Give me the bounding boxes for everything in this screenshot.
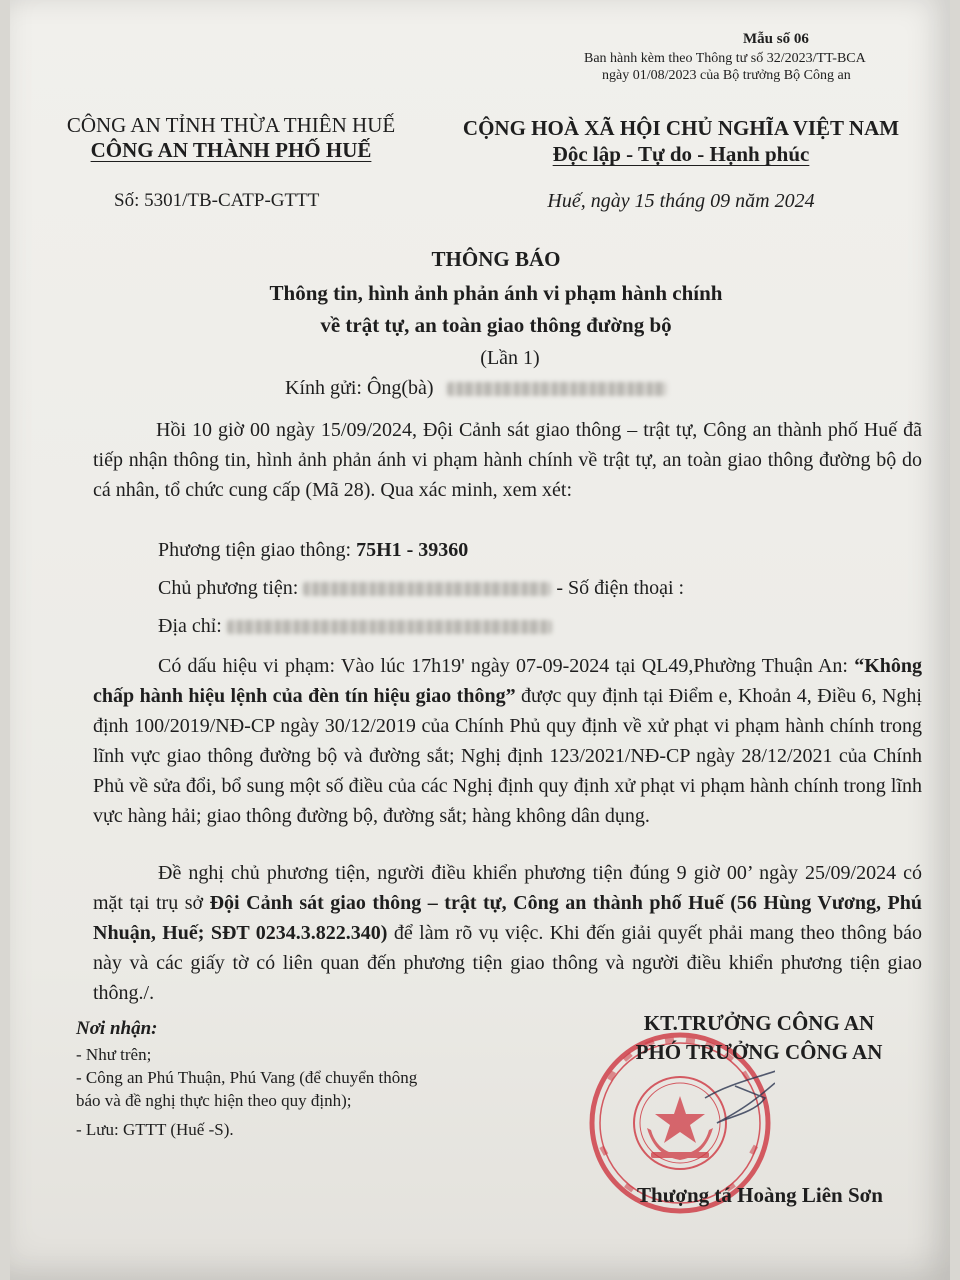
address-label: Địa chỉ: [158, 615, 222, 637]
vehicle-plate: 75H1 - 39360 [356, 539, 469, 561]
redacted-owner-name [303, 582, 551, 596]
signer-name: Thượng tá Hoàng Liên Sơn [637, 1183, 883, 1207]
form-issued-line2: ngày 01/08/2023 của Bộ trưởng Bộ Công an [602, 68, 851, 83]
violation-lead: Có dấu hiệu vi phạm: Vào lúc 17h19' ngày 07-09-2024 tại QL49,Phường Thuận An: [158, 655, 855, 677]
document-page [10, 0, 950, 1280]
signature-title-2: PHÓ TRƯỞNG CÔNG AN [635, 1040, 883, 1064]
nation-name: CỘNG HOÀ XÃ HỘI CHỦ NGHĨA VIỆT NAM [462, 116, 900, 140]
doc-number: Số: 5301/TB-CATP-GTTT [114, 190, 320, 211]
form-issued-line1: Ban hành kèm theo Thông tư số 32/2023/TT-BCA [584, 51, 866, 66]
form-number: Mẫu số 06 [743, 31, 809, 47]
intro-paragraph: Hồi 10 giờ 00 ngày 15/09/2024, Đội Cảnh sát giao thông – trật tự, Công an thành phố Huế đã tiếp nhận thông tin, hình ảnh phản ánh vi phạm hành chính về trật tự, an toàn giao thông đường bộ do cá nhân, tổ chức cung cấp (Mã 28). Qua xác minh, xem xét: [93, 419, 922, 501]
addressee [285, 377, 667, 400]
place-date: Huế, ngày 15 tháng 09 năm 2024 [547, 190, 815, 212]
recipient-item: - Lưu: GTTT (Huế -S). [76, 1120, 234, 1139]
nation-motto: Độc lập - Tự do - Hạnh phúc [552, 142, 810, 166]
recipient-item: - Công an Phú Thuận, Phú Vang (để chuyển thông [76, 1068, 418, 1087]
doc-title: THÔNG BÁO [431, 247, 561, 271]
address-line [158, 615, 552, 638]
violation-rest: được quy định tại Điểm e, Khoản 4, Điều 6, Nghị định 100/2019/NĐ-CP ngày 30/12/2019 của Chính Phủ quy định về xử phạt vi phạm hành chính trong lĩnh vực giao thông đường bộ và đường sắt; Nghị định 123/2021/NĐ-CP ngày 28/12/2021 của Chính Phủ về sửa đổi, bổ sung một số điều của các Nghị định quy định xử phạt vi phạm hành chính trong lĩnh vực hàng hải; giao thông đường bộ, đường sắt; hàng không dân dụng. [93, 685, 922, 827]
addressee-label: Kính gửi: Ông(bà) [285, 377, 434, 399]
redacted-address [227, 620, 552, 634]
owner-line [158, 577, 684, 600]
agency-parent: CÔNG AN TỈNH THỪA THIÊN HUẾ [66, 113, 396, 137]
agency-unit: CÔNG AN THÀNH PHỐ HUẾ [90, 138, 372, 162]
recipients-title: Nơi nhận: [76, 1018, 158, 1039]
violation-act: “Không chấp hành hiệu lệnh của đèn tín hiệu giao thông” [93, 655, 922, 707]
owner-phone-label: - Số điện thoại : [556, 577, 685, 599]
vehicle-line [158, 539, 468, 562]
redacted-addressee-name [447, 382, 667, 396]
owner-label: Chủ phương tiện: [158, 577, 299, 599]
request-rest: để làm rõ vụ việc. Khi đến giải quyết phải mang theo thông báo này và các giấy tờ có liên quan đến phương tiện giao thông và người điều khiển phương tiện giao thông./. [93, 922, 923, 1004]
doc-subtitle-2: về trật tự, an toàn giao thông đường bộ [320, 313, 672, 337]
signature-title-1: KT.TRƯỞNG CÔNG AN [643, 1011, 875, 1035]
recipient-item: - Như trên; [76, 1045, 152, 1064]
doc-subtitle-1: Thông tin, hình ảnh phản ánh vi phạm hành chính [269, 281, 723, 305]
request-lead: Đề nghị chủ phương tiện, người điều khiển phương tiện đúng 9 giờ 00’ ngày 25/09/2024 có mặt tại trụ sở [93, 862, 922, 914]
violation-paragraph [93, 651, 922, 831]
notice-count: (Lần 1) [480, 347, 540, 369]
request-place: Đội Cảnh sát giao thông – trật tự, Công an thành phố Huế (56 Hùng Vương, Phú Nhuận, Huế; SĐT 0234.3.822.340) [93, 892, 922, 944]
vehicle-label: Phương tiện giao thông: [158, 539, 357, 561]
request-paragraph [93, 858, 922, 1008]
recipient-item: báo và đề nghị thực hiện theo quy định); [76, 1091, 352, 1110]
